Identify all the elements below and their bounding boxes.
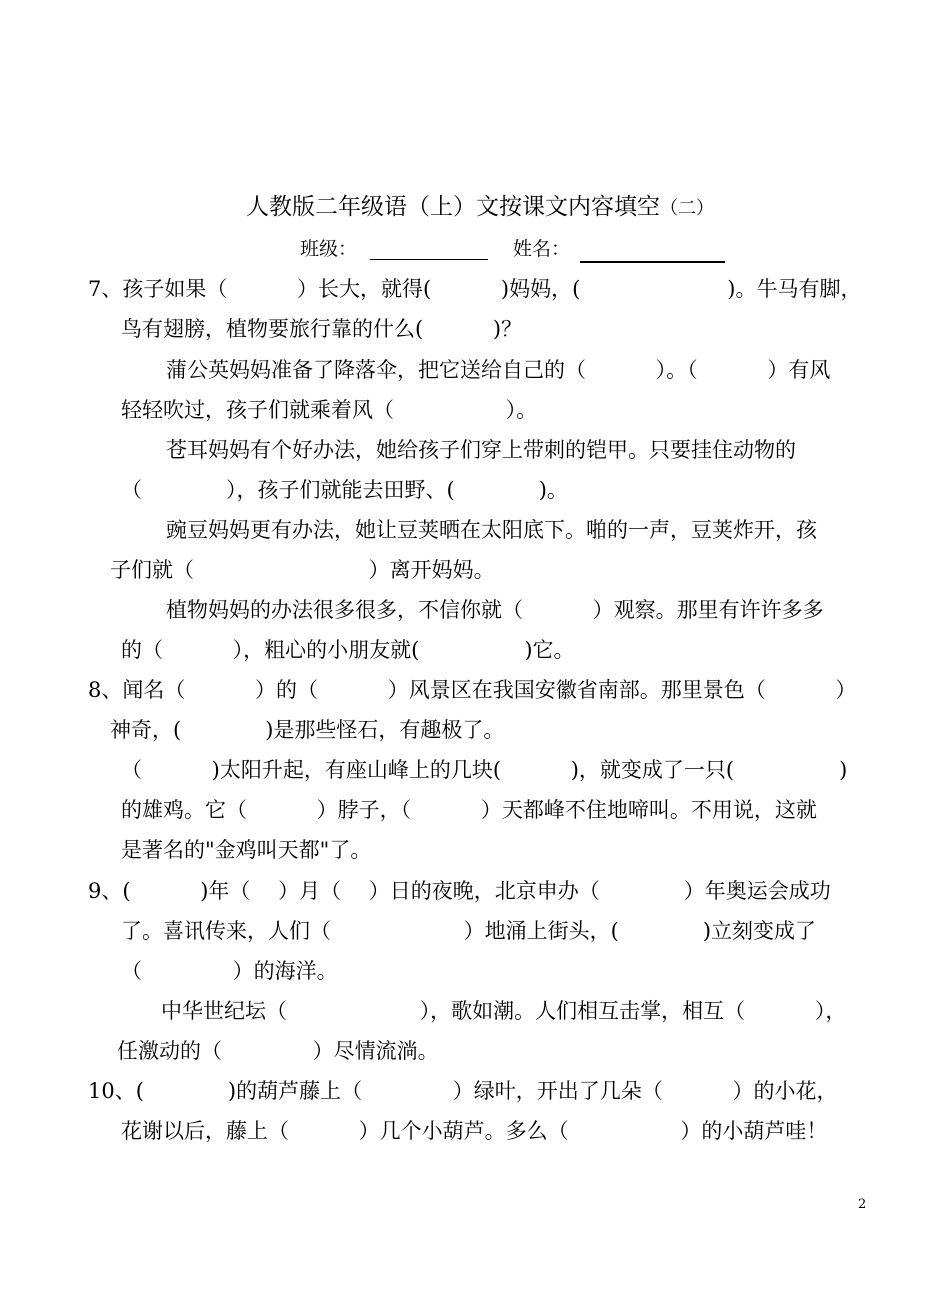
text-line: 任激动的（ ）尽情流淌。 <box>117 1039 439 1063</box>
name-label: 姓名： <box>513 238 571 260</box>
text-line: 花谢以后，藤上（ ）几个小葫芦。多么（ ）的小葫芦哇！ <box>121 1119 828 1143</box>
text-line: 的（ ），粗心的小朋友就( )它。 <box>121 638 575 662</box>
text-line: 子们就（ ）离开妈妈。 <box>110 558 495 582</box>
text-line: 是著名的"金鸡叫天都"了。 <box>121 838 372 862</box>
text-line: 了。喜讯传来，人们（ ）地涌上街头，( )立刻变成了 <box>121 919 817 943</box>
text-line: 鸟有翅膀，植物要旅行靠的什么( )？ <box>121 317 523 341</box>
text-line: 轻轻吹过，孩子们就乘着风（ ）。 <box>121 398 538 422</box>
text-line: （ ），孩子们就能去田野、( )。 <box>121 478 568 502</box>
text-line: 的雄鸡。它（ ）脖子，（ ）天都峰不住地啼叫。不用说，这就 <box>121 798 817 822</box>
text-line: 9、( )年（ ）月（ ）日的夜晚，北京申办（ ）年奥运会成功 <box>88 879 831 903</box>
class-blank <box>370 259 488 260</box>
text-line: （ )太阳升起，有座山峰上的几块( )，就变成了一只( ) <box>121 758 848 782</box>
page-title <box>246 192 714 224</box>
text-line: 8、闻名（ ）的（ ）风景区在我国安徽省南部。那里景色（ ） <box>88 678 857 702</box>
name-blank <box>580 261 725 263</box>
class-label: 班级： <box>300 238 358 260</box>
page-number: 2 <box>858 1197 867 1212</box>
text-line: 10、( )的葫芦藤上（ ）绿叶，开出了几朵（ ）的小花， <box>88 1079 838 1103</box>
text-line: 苍耳妈妈有个好办法，她给孩子们穿上带刺的铠甲。只要挂住动物的 <box>166 438 796 462</box>
text-line: 神奇，( )是那些怪石，有趣极了。 <box>110 718 505 742</box>
text-line: 植物妈妈的办法很多很多，不信你就（ ）观察。那里有许许多多 <box>166 598 824 622</box>
title-main: 人教版二年级语（上）文按课文内容填空 <box>246 194 660 220</box>
text-line: 7、孩子如果（ ）长大，就得( )妈妈，( )。牛马有脚， <box>88 277 862 301</box>
text-line: 豌豆妈妈更有办法，她让豆荚晒在太阳底下。啪的一声，豆荚炸开，孩 <box>166 518 817 542</box>
title-suffix: （二） <box>660 198 714 219</box>
text-line: 中华世纪坛（ ），歌如潮。人们相互击掌，相互（ ）， <box>161 999 847 1023</box>
text-line: 蒲公英妈妈准备了降落伞，把它送给自己的（ ）。（ ）有风 <box>166 358 831 382</box>
text-line: （ ）的海洋。 <box>121 959 338 983</box>
